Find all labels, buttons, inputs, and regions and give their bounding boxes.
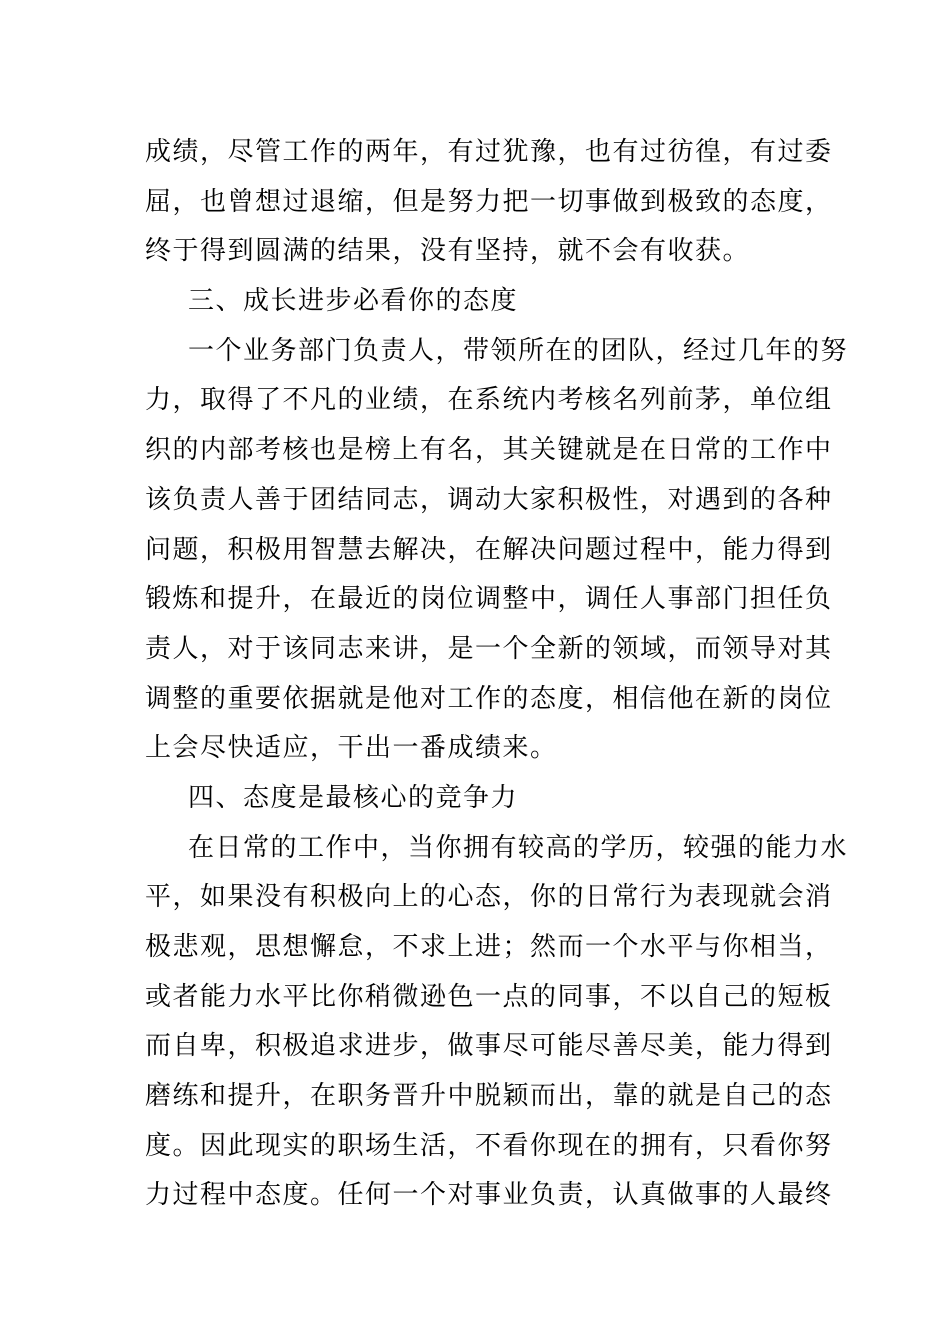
heading-text: 三、成长进步必看你的态度 [188,286,519,317]
text-line: 力过程中态度。任何一个对事业负责，认真做事的人最终 [145,1180,833,1211]
paragraph-section-3 [145,327,849,774]
text-line: 问题，积极用智慧去解决，在解决问题过程中，能力得到 [145,534,833,565]
text-line: 上会尽快适应，干出一番成绩来。 [145,733,558,764]
text-line: 磨练和提升，在职务晋升中脱颖而出，靠的就是自己的态 [145,1081,833,1112]
text-line: 锻炼和提升，在最近的岗位调整中，调任人事部门担任负 [145,584,833,615]
heading-text: 四、态度是最核心的竞争力 [188,782,519,813]
text-line: 或者能力水平比你稍微逊色一点的同事，不以自己的短板 [145,981,833,1012]
text-line: 度。因此现实的职场生活，不看你现在的拥有，只看你努 [145,1130,833,1161]
text-line: 而自卑，积极追求进步，做事尽可能尽善尽美，能力得到 [145,1031,833,1062]
text-line: 责人，对于该同志来讲，是一个全新的领域，而领导对其 [145,633,833,664]
text-line: 织的内部考核也是榜上有名，其关键就是在日常的工作中 [145,435,833,466]
paragraph-continuation [145,128,833,277]
text-line: 在日常的工作中，当你拥有较高的学历，较强的能力水 [188,832,849,863]
text-line: 成绩，尽管工作的两年，有过犹豫，也有过彷徨，有过委 [145,137,833,167]
section-heading-4 [145,774,807,824]
section-heading-3 [145,277,807,327]
text-line: 平，如果没有积极向上的心态，你的日常行为表现就会消 [145,882,833,913]
text-line: 终于得到圆满的结果，没有坚持，就不会有收获。 [145,236,751,267]
text-line: 力，取得了不凡的业绩，在系统内考核名列前茅，单位组 [145,385,833,416]
text-line: 屈，也曾想过退缩，但是努力把一切事做到极致的态度， [145,186,833,217]
document-body [145,128,849,1221]
text-line: 极悲观，思想懈怠，不求上进；然而一个水平与你相当， [145,932,833,962]
paragraph-section-4 [145,824,849,1222]
text-line: 该负责人善于团结同志，调动大家积极性，对遇到的各种 [145,484,833,515]
text-line: 一个业务部门负责人，带领所在的团队，经过几年的努 [188,335,849,366]
text-line: 调整的重要依据就是他对工作的态度，相信他在新的岗位 [145,683,833,714]
